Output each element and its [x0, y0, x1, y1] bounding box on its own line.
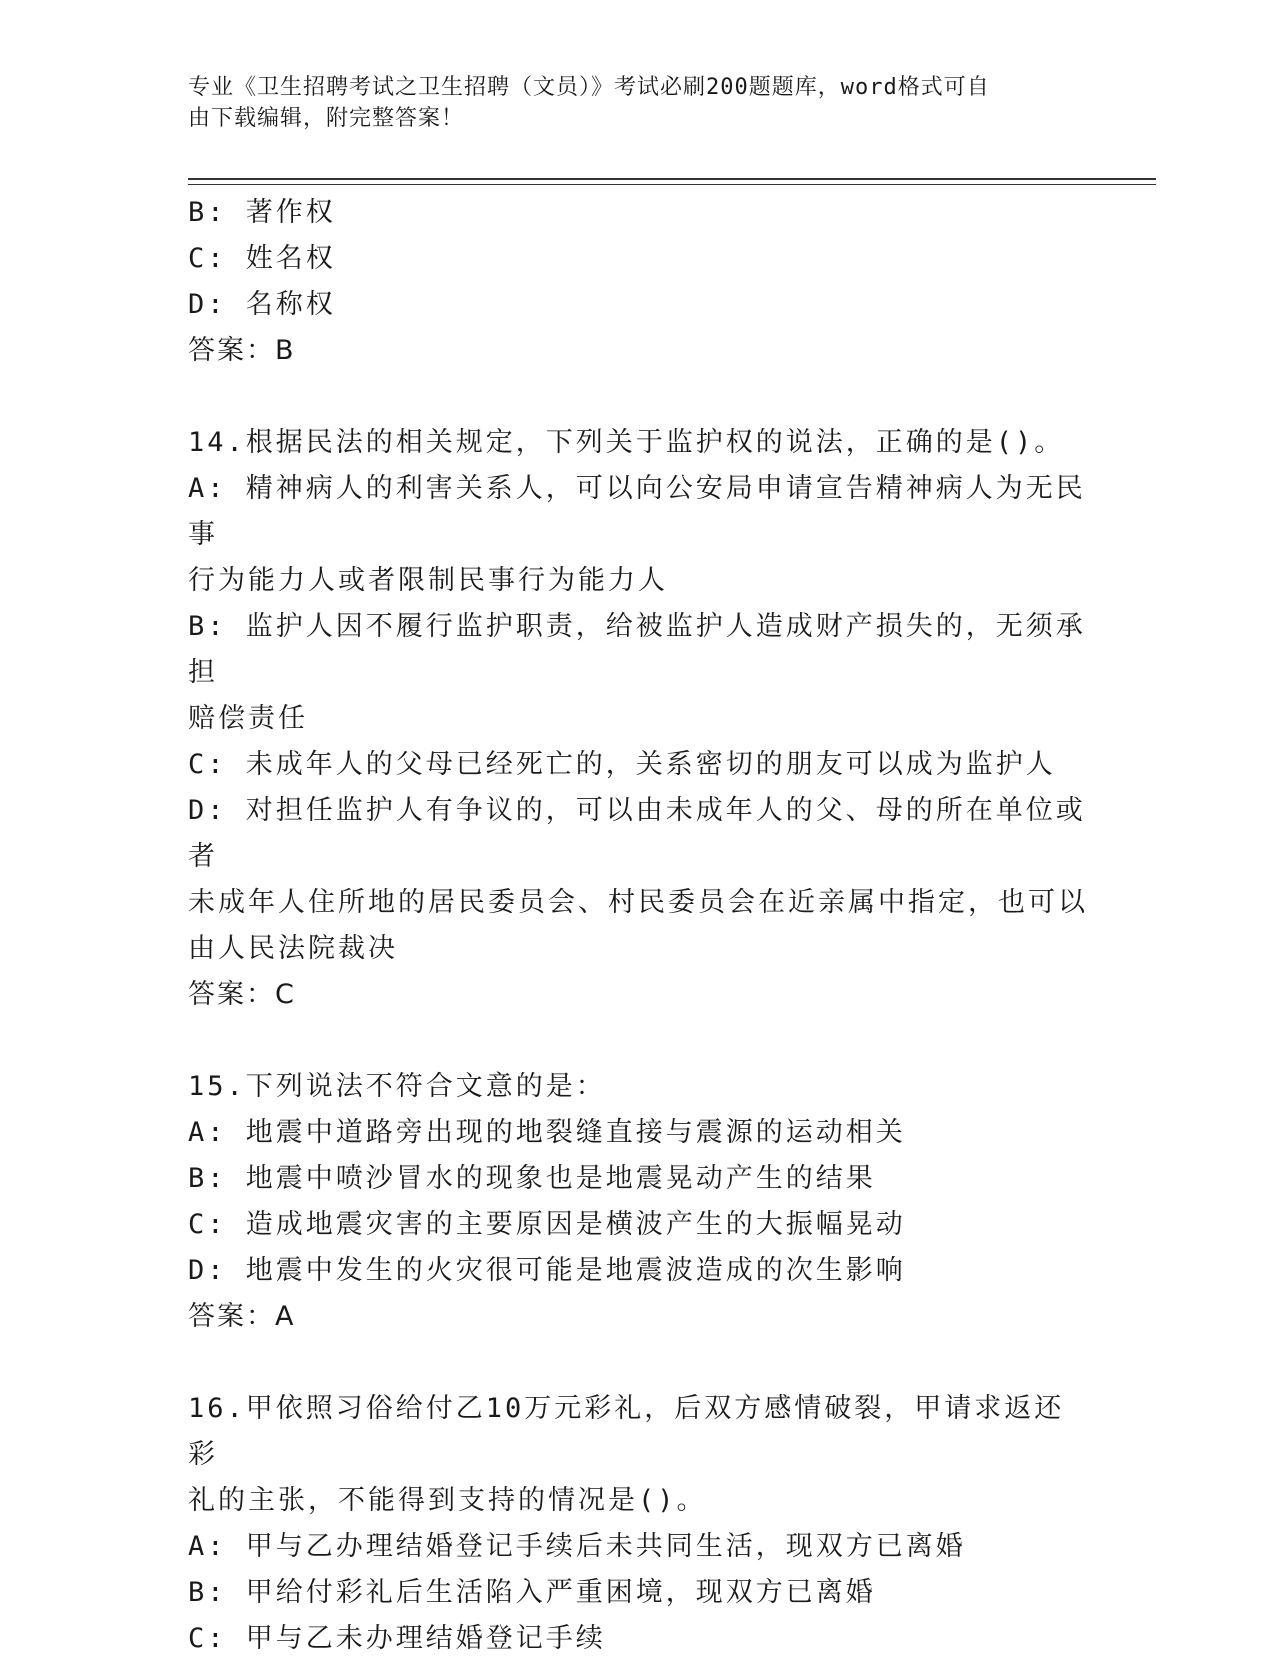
question-15 — [188, 1064, 1088, 1340]
q15-option-c: C: 造成地震灾害的主要原因是横波产生的大振幅晃动 — [188, 1209, 906, 1240]
header-line-2: 由下载编辑，附完整答案！ — [188, 106, 465, 131]
q16-option-a: A: 甲与乙办理结婚登记手续后未共同生活，现双方已离婚 — [188, 1531, 966, 1562]
spacer — [188, 1340, 1088, 1386]
q15-option-a: A: 地震中道路旁出现的地裂缝直接与震源的运动相关 — [188, 1117, 906, 1148]
q14-option-b-line-1: B: 监护人因不履行监护职责，给被监护人造成财产损失的，无须承担 — [188, 611, 1086, 688]
q16-option-c: C: 甲与乙未办理结婚登记手续 — [188, 1623, 606, 1654]
header-rule-thick — [188, 178, 1156, 180]
q16-option-b: B: 甲给付彩礼后生活陷入严重困境，现双方已离婚 — [188, 1577, 876, 1608]
spacer — [188, 1018, 1088, 1064]
question-13-tail — [188, 190, 1088, 374]
question-16 — [188, 1386, 1088, 1662]
q14-option-d-line-3: 由人民法院裁决 — [188, 933, 398, 964]
q13-option-b: B: 著作权 — [188, 197, 336, 228]
q16-stem-line-1: 16.甲依照习俗给付乙10万元彩礼，后双方感情破裂，甲请求返还彩 — [188, 1393, 1065, 1470]
document-body — [188, 190, 1088, 1662]
q14-stem: 14.根据民法的相关规定，下列关于监护权的说法，正确的是()。 — [188, 427, 1065, 458]
q14-option-c: C: 未成年人的父母已经死亡的，关系密切的朋友可以成为监护人 — [188, 749, 1056, 780]
q14-option-b-line-2: 赔偿责任 — [188, 703, 308, 734]
q15-option-d: D: 地震中发生的火灾很可能是地震波造成的次生影响 — [188, 1255, 906, 1286]
question-14 — [188, 420, 1088, 1018]
q14-option-d-line-1: D: 对担任监护人有争议的，可以由未成年人的父、母的所在单位或者 — [188, 795, 1086, 872]
q13-option-d: D: 名称权 — [188, 289, 336, 320]
q15-stem: 15.下列说法不符合文意的是： — [188, 1071, 606, 1102]
q13-option-c: C: 姓名权 — [188, 243, 336, 274]
q14-option-a-line-2: 行为能力人或者限制民事行为能力人 — [188, 565, 668, 596]
spacer — [188, 374, 1088, 420]
q15-answer: 答案：A — [188, 1301, 296, 1332]
header-line-1: 专业《卫生招聘考试之卫生招聘（文员）》考试必刷200题题库，word格式可自 — [188, 75, 990, 100]
q14-option-d-line-2: 未成年人住所地的居民委员会、村民委员会在近亲属中指定，也可以 — [188, 887, 1088, 918]
header-rule-thin — [188, 184, 1156, 185]
q14-option-a-line-1: A: 精神病人的利害关系人，可以向公安局申请宣告精神病人为无民事 — [188, 473, 1086, 550]
q13-answer: 答案：B — [188, 335, 296, 366]
q15-option-b: B: 地震中喷沙冒水的现象也是地震晃动产生的结果 — [188, 1163, 876, 1194]
document-header — [188, 72, 1068, 134]
q16-stem-line-2: 礼的主张，不能得到支持的情况是()。 — [188, 1485, 707, 1516]
q14-answer: 答案：C — [188, 979, 296, 1010]
